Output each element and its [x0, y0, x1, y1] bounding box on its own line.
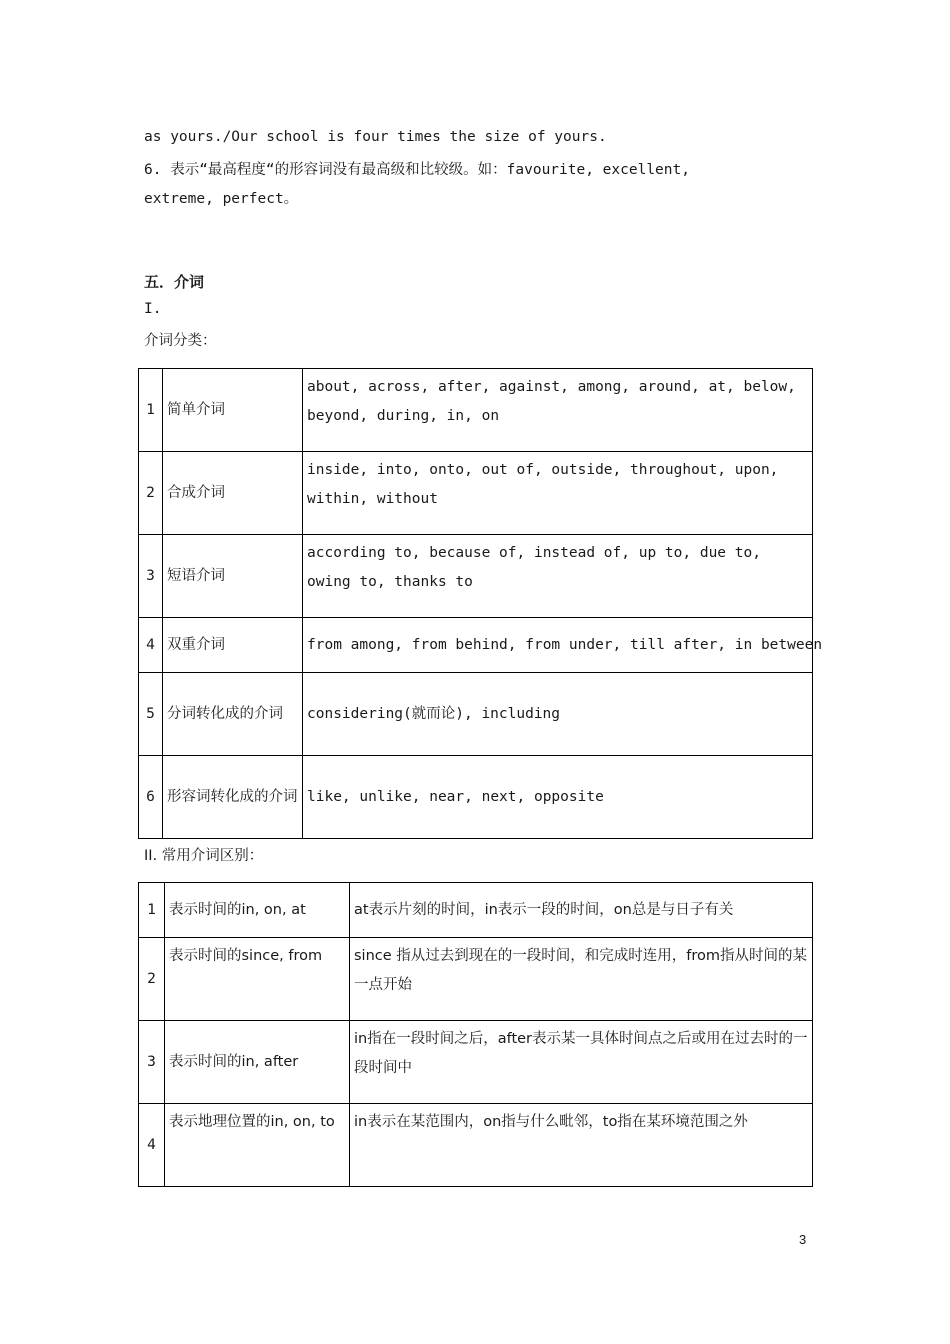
preposition-differences-table: [138, 882, 813, 1187]
category-cell: 双重介词: [163, 618, 303, 673]
intro-line-3: extreme, perfect。: [144, 191, 299, 207]
row-number: 4: [139, 1104, 165, 1187]
examples-cell: about, across, after, against, among, around, at, below, beyond, during, in, on: [303, 369, 813, 452]
table-row: [139, 369, 813, 452]
table-row: [139, 938, 813, 1021]
table-row: [139, 535, 813, 618]
examples-cell: like, unlike, near, next, opposite: [303, 756, 813, 839]
intro-line-1: as yours./Our school is four times the size of yours.: [144, 129, 607, 145]
row-number: 1: [139, 369, 163, 452]
examples-cell: according to, because of, instead of, up to, due to, owing to, thanks to: [303, 535, 813, 618]
row-number: 6: [139, 756, 163, 839]
category-cell: 合成介词: [163, 452, 303, 535]
topic-cell: 表示时间的in, after: [165, 1021, 350, 1104]
row-number: 2: [139, 938, 165, 1021]
preposition-types-table: [138, 368, 823, 839]
examples-cell: considering(就而论), including: [303, 673, 813, 756]
row-number: 1: [139, 883, 165, 938]
subsection-1-number: I.: [144, 301, 162, 317]
row-number: 3: [139, 535, 163, 618]
topic-cell: 表示时间的since, from: [165, 938, 350, 1021]
examples-cell: inside, into, onto, out of, outside, throughout, upon, within, without: [303, 452, 813, 535]
page-number: 3: [799, 1232, 807, 1247]
topic-cell: 表示时间的in, on, at: [165, 883, 350, 938]
row-number: 4: [139, 618, 163, 673]
category-cell: 简单介词: [163, 369, 303, 452]
intro-line-2: 6. 表示“最高程度“的形容词没有最高级和比较级。如：favourite, excellent,: [144, 162, 690, 178]
explanation-cell: since 指从过去到现在的一段时间，和完成时连用，from指从时间的某一点开始: [350, 938, 813, 1021]
subsection-2-label: II. 常用介词区别：: [144, 848, 264, 864]
category-cell: 短语介词: [163, 535, 303, 618]
explanation-cell: at表示片刻的时间，in表示一段的时间，on总是与日子有关: [350, 883, 813, 938]
row-number: 5: [139, 673, 163, 756]
row-number: 3: [139, 1021, 165, 1104]
table-row: [139, 1021, 813, 1104]
table-row: [139, 673, 813, 756]
table-row: [139, 883, 813, 938]
table-row: [139, 452, 813, 535]
row-number: 2: [139, 452, 163, 535]
section-title: 五．介词: [144, 273, 205, 291]
table-row: [139, 756, 813, 839]
table-row: [139, 1104, 813, 1187]
topic-cell: 表示地理位置的in, on, to: [165, 1104, 350, 1187]
explanation-cell: in指在一段时间之后，after表示某一具体时间点之后或用在过去时的一段时间中: [350, 1021, 813, 1104]
table-row: [139, 618, 813, 673]
explanation-cell: in表示在某范围内，on指与什么毗邻，to指在某环境范围之外: [350, 1104, 813, 1187]
category-cell: 形容词转化成的介词: [163, 756, 303, 839]
category-cell: 分词转化成的介词: [163, 673, 303, 756]
subsection-1-label: 介词分类：: [144, 333, 217, 349]
examples-cell: from among, from behind, from under, till after, in between: [303, 618, 813, 673]
